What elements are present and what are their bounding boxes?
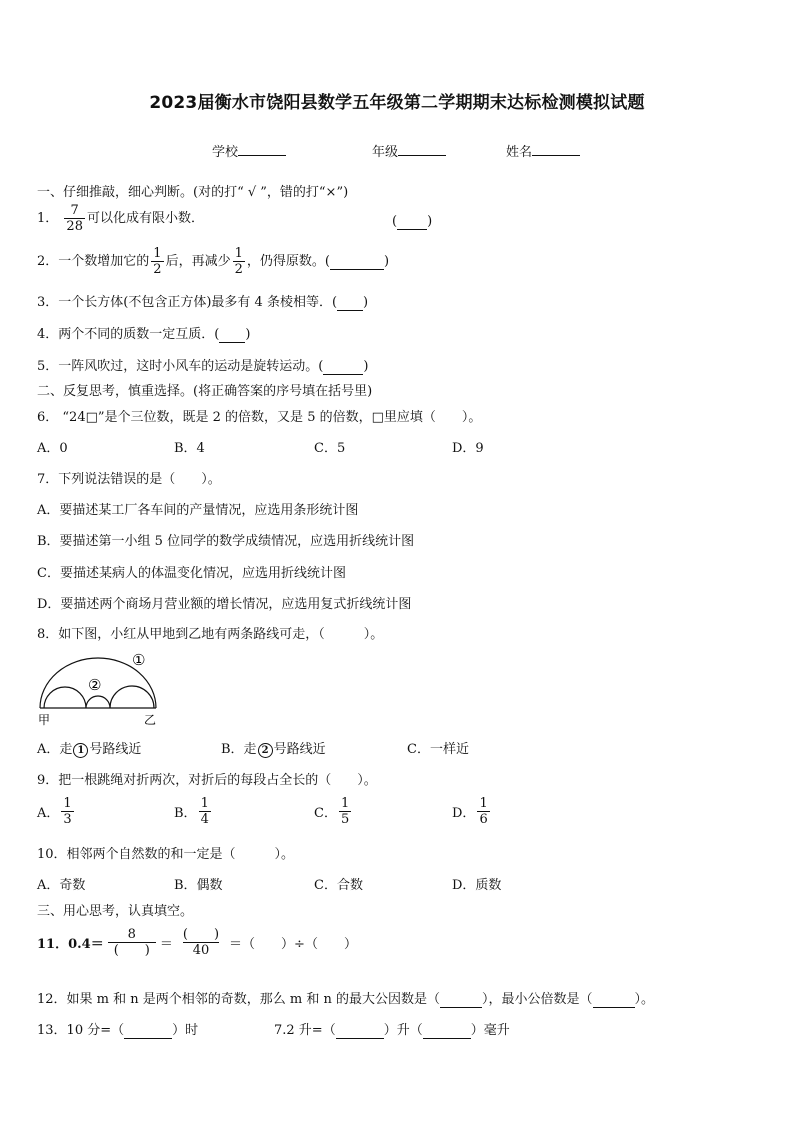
q2-text-c: ，仍得原数。( xyxy=(246,254,330,269)
q1-answer[interactable] xyxy=(392,214,432,230)
q10-option-a[interactable]: A．奇数 xyxy=(37,878,86,893)
question-9: 9．把一根跳绳对折两次，对折后的每段占全长的（ ）。 xyxy=(37,773,377,788)
q10-option-c[interactable]: C．合数 xyxy=(314,878,363,893)
q13-text-a: 13．10 分=（ xyxy=(37,1023,125,1038)
q1-text: 可以化成有限小数． xyxy=(86,211,204,226)
q4-end: ) xyxy=(245,327,251,342)
section3-heading: 三、用心思考，认真填空。 xyxy=(37,904,194,919)
q8-end-label: 乙 xyxy=(144,713,157,726)
q9-option-b[interactable] xyxy=(174,796,213,827)
q2-f2-den: 2 xyxy=(234,262,243,277)
q13-liters-blank[interactable] xyxy=(336,1023,384,1039)
q5-end: ) xyxy=(363,359,369,374)
q2-fraction-2 xyxy=(233,246,245,277)
q7-option-a[interactable]: A．要描述某工厂各车间的产量情况，应选用条形统计图 xyxy=(37,503,359,518)
question-13-part-1 xyxy=(37,1019,198,1039)
page-title: 2023届衡水市饶阳县数学五年级第二学期期末达标检测模拟试题 xyxy=(149,93,645,113)
q11-f2-den: 40 xyxy=(183,942,220,958)
q8-route-figure xyxy=(34,648,164,726)
q2-f1-den: 2 xyxy=(153,262,162,277)
q2-text-d: ) xyxy=(383,254,390,269)
q9-d-den: 6 xyxy=(479,812,488,827)
q2-text-b: 后，再减少 xyxy=(165,254,231,269)
q8-option-a-circled-number: 1 xyxy=(73,743,88,758)
q2-text-a: 一个数增加它的 xyxy=(58,254,150,269)
q9-option-a[interactable] xyxy=(37,796,76,827)
q9-option-d[interactable] xyxy=(452,796,492,827)
q9-option-c[interactable] xyxy=(314,796,353,827)
q10-option-b[interactable]: B．偶数 xyxy=(174,878,223,893)
q1-frac-num: 7 xyxy=(70,203,79,218)
school-label: 学校 xyxy=(212,145,239,160)
name-label: 姓名 xyxy=(506,145,533,160)
q7-option-d[interactable]: D．要描述两个商场月营业额的增长情况，应选用复式折线统计图 xyxy=(37,597,412,612)
question-8: 8．如下图，小红从甲地到乙地有两条路线可走，（ ）。 xyxy=(37,627,384,642)
q8-option-b-post: 号路线近 xyxy=(273,742,326,757)
school-blank[interactable] xyxy=(238,143,286,156)
q8-option-a-pre: A．走 xyxy=(37,742,73,757)
q5-number: 5． xyxy=(37,359,59,374)
q12-lcm-blank[interactable] xyxy=(593,992,635,1008)
question-13-part-2 xyxy=(274,1019,510,1039)
school-field[interactable] xyxy=(212,141,286,160)
q9-a-den: 3 xyxy=(63,812,72,827)
q8-option-a[interactable] xyxy=(37,738,141,758)
q9-b-num: 1 xyxy=(200,796,209,811)
q3-answer-blank[interactable] xyxy=(337,295,363,311)
q11-text-a: 11．0.4＝ xyxy=(37,937,104,952)
q1-paren-right: ) xyxy=(427,214,433,229)
q6-option-c[interactable]: C．5 xyxy=(314,441,346,456)
question-12 xyxy=(37,988,654,1008)
q1-frac-den: 28 xyxy=(66,219,83,234)
q9-option-c-label: C． xyxy=(314,806,337,821)
grade-field[interactable] xyxy=(372,141,446,160)
q4-answer-blank[interactable] xyxy=(219,327,245,343)
q5-answer-blank[interactable] xyxy=(323,359,363,375)
q1-answer-blank[interactable] xyxy=(397,214,427,230)
q13-text-b: ）时 xyxy=(172,1023,199,1038)
q9-option-c-fraction xyxy=(339,796,351,827)
q11-text-b[interactable]: ＝（ ）÷（ ） xyxy=(229,937,357,952)
q9-option-d-fraction xyxy=(477,796,489,827)
q8-option-b-pre: B．走 xyxy=(221,742,257,757)
question-2 xyxy=(37,246,389,277)
q11-f1-den-blank[interactable]: ( ) xyxy=(108,942,156,958)
question-3 xyxy=(37,291,368,311)
q1-fraction xyxy=(64,203,85,234)
q7-option-c[interactable]: C．要描述某病人的体温变化情况，应选用折线统计图 xyxy=(37,566,346,581)
q13-hours-blank[interactable] xyxy=(124,1023,172,1039)
name-field[interactable] xyxy=(506,141,580,160)
q9-option-b-label: B． xyxy=(174,806,197,821)
q11-fraction-1[interactable] xyxy=(108,927,156,958)
q9-c-num: 1 xyxy=(340,796,350,811)
q9-option-a-label: A． xyxy=(37,806,60,821)
q12-mid: ），最小公倍数是（ xyxy=(482,992,593,1007)
q5-text: 一阵风吹过，这时小风车的运动是旋转运动。( xyxy=(58,359,324,374)
q12-end: ）。 xyxy=(634,992,655,1007)
q11-f1-num: 8 xyxy=(127,927,136,942)
q6-option-b[interactable]: B．4 xyxy=(174,441,205,456)
q2-fraction-1 xyxy=(151,246,163,277)
q11-f2-num-blank[interactable]: ( ) xyxy=(182,927,220,942)
q8-route-2-arc-left xyxy=(44,687,86,708)
q13-milliliters-blank[interactable] xyxy=(423,1023,471,1039)
section2-heading: 二、反复思考，慎重选择。(将正确答案的序号填在括号里) xyxy=(37,384,373,399)
q8-label-1: ① xyxy=(132,651,146,669)
question-6: 6． “24□”是个三位数，既是 2 的倍数，又是 5 的倍数，□里应填（ ）。 xyxy=(37,410,482,425)
q9-option-b-fraction xyxy=(199,796,211,827)
q4-text: 两个不同的质数一定互质．( xyxy=(58,327,220,342)
q8-start-label: 甲 xyxy=(38,713,51,726)
question-11 xyxy=(37,927,357,958)
q1-paren-left: ( xyxy=(392,214,398,229)
question-1 xyxy=(37,203,204,234)
q2-answer-blank[interactable] xyxy=(330,254,384,270)
question-4 xyxy=(37,323,250,343)
q11-fraction-2[interactable] xyxy=(177,927,225,958)
question-7: 7．下列说法错误的是（ ）。 xyxy=(37,472,221,487)
q8-label-2: ② xyxy=(88,676,102,694)
q4-number: 4． xyxy=(37,327,59,342)
q6-option-a[interactable]: A．0 xyxy=(37,441,68,456)
q8-option-a-post: 号路线近 xyxy=(89,742,142,757)
q8-option-b[interactable] xyxy=(221,738,326,758)
q8-route-2-arc-right xyxy=(110,686,154,708)
q9-c-den: 5 xyxy=(340,812,350,827)
q9-d-num: 1 xyxy=(479,796,488,811)
q13-text-d: ）升（ xyxy=(383,1023,423,1038)
question-10: 10．相邻两个自然数的和一定是（ ）。 xyxy=(37,847,295,862)
q7-option-b[interactable]: B．要描述第一小组 5 位同学的数学成绩情况，应选用折线统计图 xyxy=(37,534,415,549)
q6-option-d[interactable]: D．9 xyxy=(452,441,484,456)
q3-end: ) xyxy=(363,295,369,310)
q2-number: 2． xyxy=(37,254,59,269)
question-5 xyxy=(37,355,368,375)
q13-text-c: 7.2 升=（ xyxy=(274,1023,336,1038)
q8-route-2-arc-middle xyxy=(86,696,110,708)
section1-heading: 一、仔细推敲，细心判断。(对的打“ √ ”，错的打“×”) xyxy=(37,185,349,200)
q3-text: 一个长方体(不包含正方体)最多有 4 条棱相等．( xyxy=(58,295,338,310)
q13-text-e: ）毫升 xyxy=(470,1023,510,1038)
q1-number: 1． xyxy=(37,211,59,226)
name-blank[interactable] xyxy=(532,143,580,156)
q8-option-c[interactable]: C．一样近 xyxy=(407,742,469,757)
q9-a-num: 1 xyxy=(63,796,72,811)
q9-b-den: 4 xyxy=(200,812,209,827)
q11-equals: ＝ xyxy=(159,937,173,952)
q3-number: 3． xyxy=(37,295,59,310)
q12-gcd-blank[interactable] xyxy=(440,992,482,1008)
q8-option-b-circled-number: 2 xyxy=(258,743,273,758)
q12-text: 12．如果 m 和 n 是两个相邻的奇数，那么 m 和 n 的最大公因数是（ xyxy=(37,992,441,1007)
q10-option-d[interactable]: D．质数 xyxy=(452,878,502,893)
q2-f2-num: 1 xyxy=(234,246,243,261)
grade-blank[interactable] xyxy=(398,143,446,156)
q9-option-a-fraction xyxy=(61,796,73,827)
q2-f1-num: 1 xyxy=(153,246,162,261)
grade-label: 年级 xyxy=(372,145,399,160)
q9-option-d-label: D． xyxy=(452,806,476,821)
